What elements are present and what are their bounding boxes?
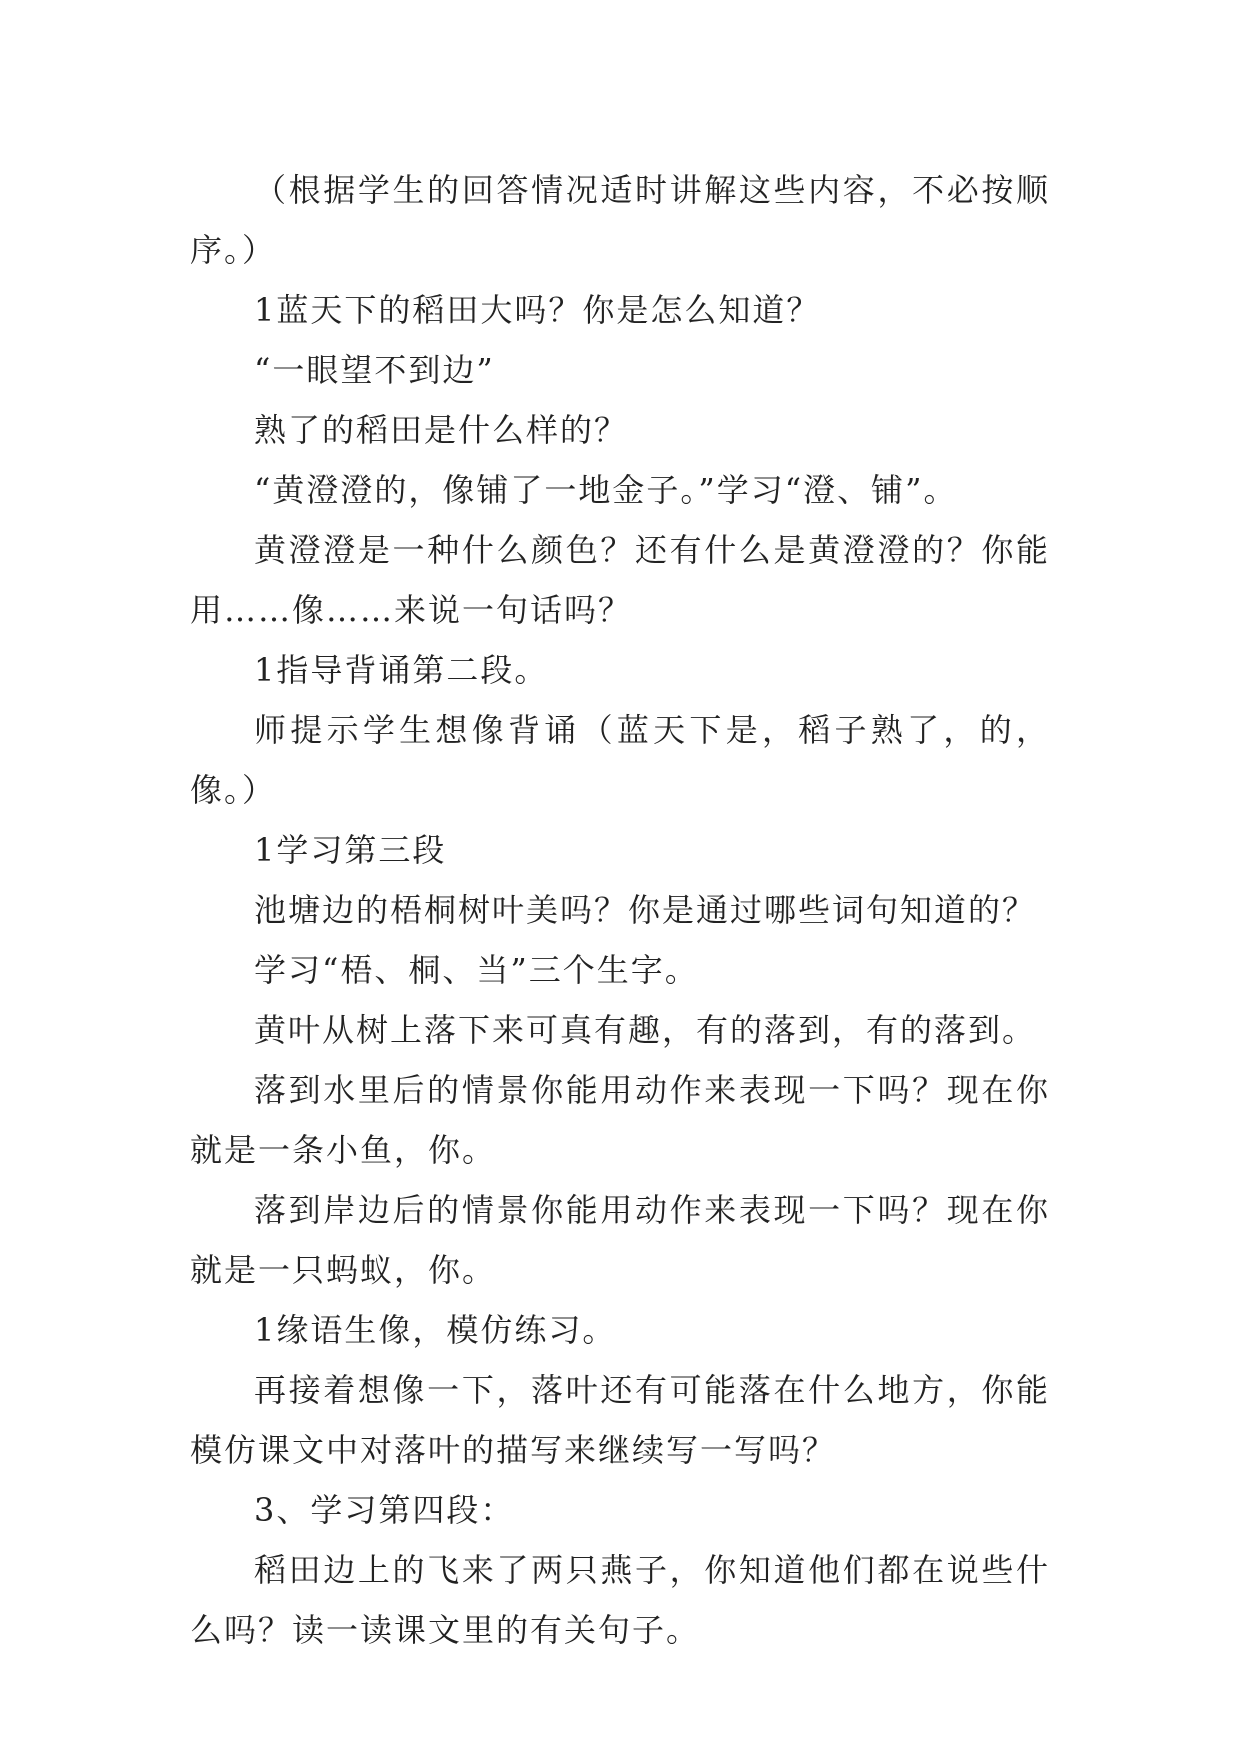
paragraph: “黄澄澄的，像铺了一地金子。”学习“澄、铺”。 xyxy=(254,471,958,509)
paragraph: 黄叶从树上落下来可真有趣，有的落到，有的落到。 xyxy=(254,1011,1037,1049)
paragraph: 落到水里后的情景你能用动作来表现一下吗？现在你就是一条小鱼，你。 xyxy=(190,1071,1050,1169)
paragraph: 再接着想像一下，落叶还有可能落在什么地方，你能模仿课文中对落叶的描写来继续写一写吗？ xyxy=(190,1371,1050,1469)
paragraph: 落到岸边后的情景你能用动作来表现一下吗？现在你就是一只蚂蚁，你。 xyxy=(190,1191,1050,1289)
paragraph: 熟了的稻田是什么样的？ xyxy=(254,411,629,449)
paragraph: 1缘语生像，模仿练习。 xyxy=(254,1311,617,1349)
paragraph: 1学习第三段 xyxy=(254,831,447,869)
paragraph: 1蓝天下的稻田大吗？你是怎么知道？ xyxy=(254,291,821,329)
paragraph: （根据学生的回答情况适时讲解这些内容，不必按顺序。） xyxy=(190,171,1050,269)
paragraph: “一眼望不到边” xyxy=(254,351,495,389)
paragraph: 师提示学生想像背诵（蓝天下是，稻子熟了，的，像。） xyxy=(190,711,1050,809)
paragraph: 池塘边的梧桐树叶美吗？你是通过哪些词句知道的？ xyxy=(254,891,1037,929)
paragraph: 1指导背诵第二段。 xyxy=(254,651,549,689)
paragraph: 学习“梧、桐、当”三个生字。 xyxy=(254,951,699,989)
document-body xyxy=(190,160,1050,1660)
paragraph: 稻田边上的飞来了两只燕子，你知道他们都在说些什么吗？读一读课文里的有关句子。 xyxy=(190,1551,1050,1649)
paragraph: 3、学习第四段： xyxy=(254,1491,515,1529)
paragraph: 黄澄澄是一种什么颜色？还有什么是黄澄澄的？你能用……像……来说一句话吗？ xyxy=(190,531,1050,629)
